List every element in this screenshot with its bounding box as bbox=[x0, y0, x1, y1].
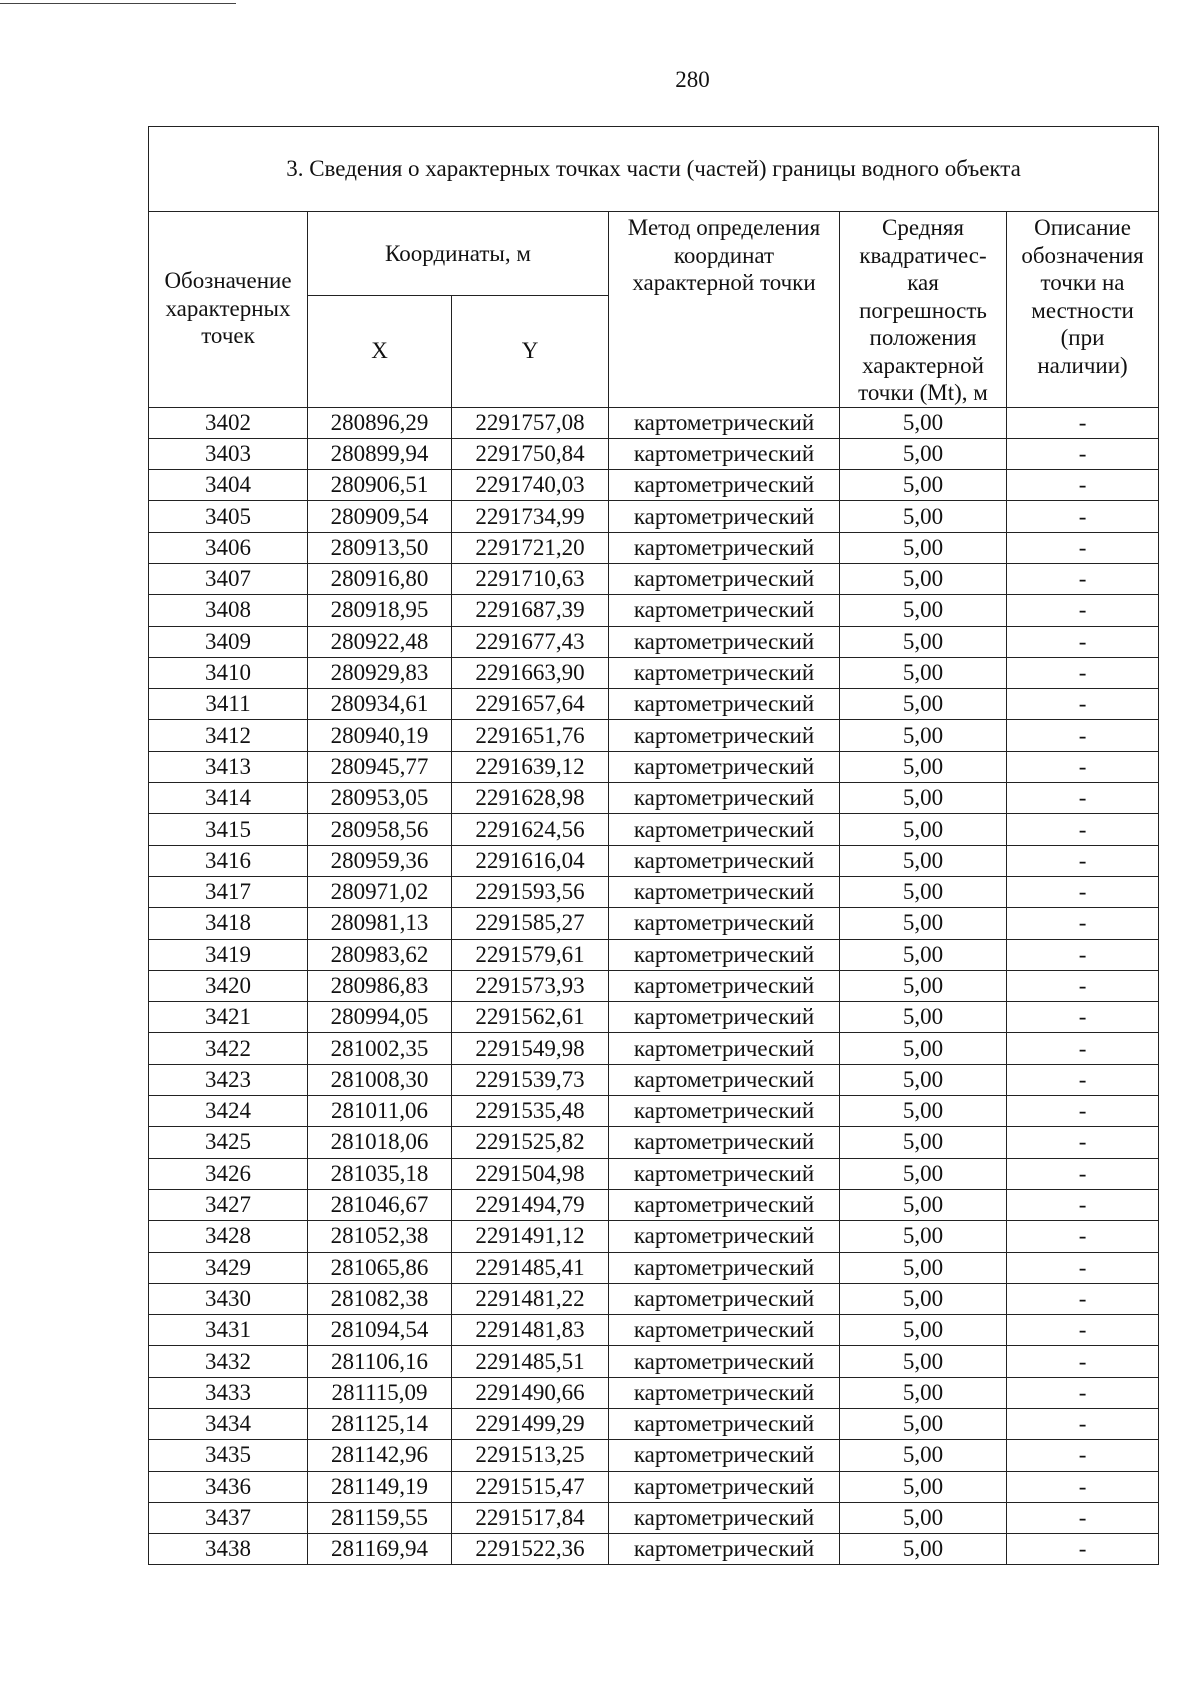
cell-point-id: 3432 bbox=[149, 1346, 308, 1377]
cell-method: картометрический bbox=[609, 845, 840, 876]
cell-method: картометрический bbox=[609, 1002, 840, 1033]
table-row bbox=[149, 1409, 1159, 1440]
cell-y: 2291710,63 bbox=[452, 563, 609, 594]
cell-mt: 5,00 bbox=[840, 657, 1007, 688]
cell-mt: 5,00 bbox=[840, 1502, 1007, 1533]
table-row bbox=[149, 845, 1159, 876]
cell-x: 280906,51 bbox=[308, 470, 452, 501]
cell-description: - bbox=[1007, 407, 1159, 438]
cell-point-id: 3408 bbox=[149, 595, 308, 626]
cell-mt: 5,00 bbox=[840, 689, 1007, 720]
cell-y: 2291525,82 bbox=[452, 1127, 609, 1158]
cell-method: картометрический bbox=[609, 1471, 840, 1502]
cell-point-id: 3409 bbox=[149, 626, 308, 657]
table-row bbox=[149, 908, 1159, 939]
cell-description: - bbox=[1007, 876, 1159, 907]
cell-y: 2291494,79 bbox=[452, 1189, 609, 1220]
boundary-points-table bbox=[148, 126, 1159, 1565]
cell-mt: 5,00 bbox=[840, 970, 1007, 1001]
header-accuracy: Средняя квадратичес- кая погрешность положения характерной точки (Mt), м bbox=[840, 212, 1007, 408]
cell-point-id: 3421 bbox=[149, 1002, 308, 1033]
cell-mt: 5,00 bbox=[840, 1440, 1007, 1471]
cell-mt: 5,00 bbox=[840, 438, 1007, 469]
cell-point-id: 3404 bbox=[149, 470, 308, 501]
cell-x: 280934,61 bbox=[308, 689, 452, 720]
cell-mt: 5,00 bbox=[840, 1283, 1007, 1314]
cell-y: 2291491,12 bbox=[452, 1221, 609, 1252]
cell-method: картометрический bbox=[609, 1377, 840, 1408]
cell-y: 2291499,29 bbox=[452, 1409, 609, 1440]
table-row bbox=[149, 626, 1159, 657]
cell-description: - bbox=[1007, 532, 1159, 563]
cell-method: картометрический bbox=[609, 1502, 840, 1533]
cell-description: - bbox=[1007, 1033, 1159, 1064]
cell-description: - bbox=[1007, 1096, 1159, 1127]
cell-description: - bbox=[1007, 908, 1159, 939]
cell-method: картометрический bbox=[609, 876, 840, 907]
cell-mt: 5,00 bbox=[840, 1002, 1007, 1033]
cell-x: 280971,02 bbox=[308, 876, 452, 907]
cell-method: картометрический bbox=[609, 532, 840, 563]
cell-x: 280929,83 bbox=[308, 657, 452, 688]
cell-point-id: 3403 bbox=[149, 438, 308, 469]
cell-point-id: 3418 bbox=[149, 908, 308, 939]
cell-mt: 5,00 bbox=[840, 1064, 1007, 1095]
cell-method: картометрический bbox=[609, 1315, 840, 1346]
header-method: Метод определения координат характерной точки bbox=[609, 212, 840, 408]
cell-point-id: 3416 bbox=[149, 845, 308, 876]
cell-y: 2291517,84 bbox=[452, 1502, 609, 1533]
cell-point-id: 3437 bbox=[149, 1502, 308, 1533]
cell-x: 281159,55 bbox=[308, 1502, 452, 1533]
table-row bbox=[149, 501, 1159, 532]
table-row bbox=[149, 1440, 1159, 1471]
cell-y: 2291687,39 bbox=[452, 595, 609, 626]
cell-y: 2291757,08 bbox=[452, 407, 609, 438]
table-row bbox=[149, 657, 1159, 688]
cell-x: 281169,94 bbox=[308, 1534, 452, 1565]
cell-mt: 5,00 bbox=[840, 751, 1007, 782]
cell-y: 2291585,27 bbox=[452, 908, 609, 939]
table-title: 3. Сведения о характерных точках части (частей) границы водного объекта bbox=[149, 127, 1159, 212]
table-row bbox=[149, 814, 1159, 845]
cell-method: картометрический bbox=[609, 689, 840, 720]
cell-y: 2291504,98 bbox=[452, 1158, 609, 1189]
cell-mt: 5,00 bbox=[840, 1471, 1007, 1502]
cell-y: 2291535,48 bbox=[452, 1096, 609, 1127]
cell-x: 281125,14 bbox=[308, 1409, 452, 1440]
cell-mt: 5,00 bbox=[840, 1221, 1007, 1252]
cell-description: - bbox=[1007, 1440, 1159, 1471]
table-row bbox=[149, 470, 1159, 501]
cell-mt: 5,00 bbox=[840, 1377, 1007, 1408]
cell-x: 280913,50 bbox=[308, 532, 452, 563]
cell-mt: 5,00 bbox=[840, 939, 1007, 970]
cell-mt: 5,00 bbox=[840, 1409, 1007, 1440]
cell-method: картометрический bbox=[609, 1221, 840, 1252]
table-row bbox=[149, 689, 1159, 720]
cell-description: - bbox=[1007, 501, 1159, 532]
cell-description: - bbox=[1007, 1534, 1159, 1565]
cell-description: - bbox=[1007, 1502, 1159, 1533]
table-row bbox=[149, 1096, 1159, 1127]
cell-point-id: 3424 bbox=[149, 1096, 308, 1127]
cell-method: картометрический bbox=[609, 1409, 840, 1440]
cell-description: - bbox=[1007, 626, 1159, 657]
cell-y: 2291481,22 bbox=[452, 1283, 609, 1314]
cell-point-id: 3413 bbox=[149, 751, 308, 782]
cell-method: картометрический bbox=[609, 908, 840, 939]
top-rule bbox=[0, 3, 236, 4]
cell-description: - bbox=[1007, 1064, 1159, 1095]
cell-mt: 5,00 bbox=[840, 1033, 1007, 1064]
cell-point-id: 3419 bbox=[149, 939, 308, 970]
table-row bbox=[149, 1346, 1159, 1377]
cell-point-id: 3417 bbox=[149, 876, 308, 907]
cell-method: картометрический bbox=[609, 407, 840, 438]
cell-point-id: 3423 bbox=[149, 1064, 308, 1095]
cell-description: - bbox=[1007, 1377, 1159, 1408]
cell-y: 2291573,93 bbox=[452, 970, 609, 1001]
table-row bbox=[149, 1377, 1159, 1408]
cell-x: 281065,86 bbox=[308, 1252, 452, 1283]
cell-point-id: 3425 bbox=[149, 1127, 308, 1158]
cell-mt: 5,00 bbox=[840, 595, 1007, 626]
cell-point-id: 3411 bbox=[149, 689, 308, 720]
cell-point-id: 3430 bbox=[149, 1283, 308, 1314]
cell-y: 2291639,12 bbox=[452, 751, 609, 782]
cell-method: картометрический bbox=[609, 501, 840, 532]
cell-description: - bbox=[1007, 814, 1159, 845]
header-coordinates: Координаты, м bbox=[308, 212, 609, 296]
cell-x: 281115,09 bbox=[308, 1377, 452, 1408]
cell-y: 2291593,56 bbox=[452, 876, 609, 907]
cell-x: 281018,06 bbox=[308, 1127, 452, 1158]
cell-y: 2291539,73 bbox=[452, 1064, 609, 1095]
cell-point-id: 3402 bbox=[149, 407, 308, 438]
cell-description: - bbox=[1007, 783, 1159, 814]
cell-method: картометрический bbox=[609, 1534, 840, 1565]
table-row bbox=[149, 1127, 1159, 1158]
cell-point-id: 3410 bbox=[149, 657, 308, 688]
cell-y: 2291562,61 bbox=[452, 1002, 609, 1033]
cell-point-id: 3436 bbox=[149, 1471, 308, 1502]
cell-mt: 5,00 bbox=[840, 908, 1007, 939]
cell-mt: 5,00 bbox=[840, 1096, 1007, 1127]
cell-description: - bbox=[1007, 1221, 1159, 1252]
cell-x: 280909,54 bbox=[308, 501, 452, 532]
cell-point-id: 3438 bbox=[149, 1534, 308, 1565]
cell-method: картометрический bbox=[609, 1064, 840, 1095]
cell-point-id: 3431 bbox=[149, 1315, 308, 1346]
cell-description: - bbox=[1007, 1409, 1159, 1440]
cell-x: 280986,83 bbox=[308, 970, 452, 1001]
cell-mt: 5,00 bbox=[840, 407, 1007, 438]
cell-method: картометрический bbox=[609, 720, 840, 751]
table-row bbox=[149, 751, 1159, 782]
cell-x: 280981,13 bbox=[308, 908, 452, 939]
cell-x: 281142,96 bbox=[308, 1440, 452, 1471]
cell-method: картометрический bbox=[609, 563, 840, 594]
cell-y: 2291513,25 bbox=[452, 1440, 609, 1471]
table-row bbox=[149, 1221, 1159, 1252]
cell-x: 281002,35 bbox=[308, 1033, 452, 1064]
cell-y: 2291657,64 bbox=[452, 689, 609, 720]
cell-mt: 5,00 bbox=[840, 814, 1007, 845]
cell-mt: 5,00 bbox=[840, 563, 1007, 594]
cell-method: картометрический bbox=[609, 438, 840, 469]
table-row bbox=[149, 939, 1159, 970]
cell-method: картометрический bbox=[609, 783, 840, 814]
cell-mt: 5,00 bbox=[840, 1252, 1007, 1283]
cell-x: 280994,05 bbox=[308, 1002, 452, 1033]
cell-mt: 5,00 bbox=[840, 470, 1007, 501]
table-row bbox=[149, 532, 1159, 563]
table-row bbox=[149, 783, 1159, 814]
cell-x: 281046,67 bbox=[308, 1189, 452, 1220]
cell-method: картометрический bbox=[609, 751, 840, 782]
cell-description: - bbox=[1007, 1346, 1159, 1377]
cell-point-id: 3414 bbox=[149, 783, 308, 814]
header-description: Описание обозначения точки на местности (при наличии) bbox=[1007, 212, 1159, 408]
cell-description: - bbox=[1007, 1471, 1159, 1502]
cell-point-id: 3420 bbox=[149, 970, 308, 1001]
table-row bbox=[149, 595, 1159, 626]
table-row bbox=[149, 1002, 1159, 1033]
table-row bbox=[149, 438, 1159, 469]
cell-x: 281094,54 bbox=[308, 1315, 452, 1346]
cell-method: картометрический bbox=[609, 814, 840, 845]
table-body bbox=[149, 407, 1159, 1565]
table-row bbox=[149, 563, 1159, 594]
table-row bbox=[149, 1471, 1159, 1502]
cell-description: - bbox=[1007, 1315, 1159, 1346]
cell-x: 281008,30 bbox=[308, 1064, 452, 1095]
cell-mt: 5,00 bbox=[840, 720, 1007, 751]
cell-description: - bbox=[1007, 563, 1159, 594]
cell-description: - bbox=[1007, 1189, 1159, 1220]
cell-x: 280896,29 bbox=[308, 407, 452, 438]
header-point-name: Обозначение характерных точек bbox=[149, 212, 308, 408]
table-row bbox=[149, 407, 1159, 438]
cell-method: картометрический bbox=[609, 1033, 840, 1064]
cell-point-id: 3433 bbox=[149, 1377, 308, 1408]
table-row bbox=[149, 1189, 1159, 1220]
cell-x: 280918,95 bbox=[308, 595, 452, 626]
page-number: 280 bbox=[675, 67, 710, 92]
cell-y: 2291721,20 bbox=[452, 532, 609, 563]
cell-x: 280922,48 bbox=[308, 626, 452, 657]
cell-mt: 5,00 bbox=[840, 532, 1007, 563]
cell-method: картометрический bbox=[609, 1252, 840, 1283]
cell-description: - bbox=[1007, 1283, 1159, 1314]
cell-description: - bbox=[1007, 970, 1159, 1001]
cell-mt: 5,00 bbox=[840, 845, 1007, 876]
table-row bbox=[149, 1315, 1159, 1346]
cell-mt: 5,00 bbox=[840, 1346, 1007, 1377]
cell-y: 2291628,98 bbox=[452, 783, 609, 814]
cell-mt: 5,00 bbox=[840, 783, 1007, 814]
cell-description: - bbox=[1007, 689, 1159, 720]
cell-description: - bbox=[1007, 1252, 1159, 1283]
cell-method: картометрический bbox=[609, 626, 840, 657]
cell-description: - bbox=[1007, 1002, 1159, 1033]
cell-y: 2291481,83 bbox=[452, 1315, 609, 1346]
cell-description: - bbox=[1007, 1158, 1159, 1189]
cell-mt: 5,00 bbox=[840, 1315, 1007, 1346]
cell-method: картометрический bbox=[609, 595, 840, 626]
header-y: Y bbox=[452, 296, 609, 407]
cell-point-id: 3412 bbox=[149, 720, 308, 751]
cell-method: картометрический bbox=[609, 1127, 840, 1158]
cell-x: 280983,62 bbox=[308, 939, 452, 970]
table-row bbox=[149, 1502, 1159, 1533]
table-row bbox=[149, 1252, 1159, 1283]
cell-description: - bbox=[1007, 595, 1159, 626]
table-row bbox=[149, 970, 1159, 1001]
table-row bbox=[149, 1534, 1159, 1565]
cell-mt: 5,00 bbox=[840, 501, 1007, 532]
cell-y: 2291616,04 bbox=[452, 845, 609, 876]
cell-y: 2291549,98 bbox=[452, 1033, 609, 1064]
cell-point-id: 3405 bbox=[149, 501, 308, 532]
cell-y: 2291624,56 bbox=[452, 814, 609, 845]
table-row bbox=[149, 1283, 1159, 1314]
cell-description: - bbox=[1007, 1127, 1159, 1158]
table-row bbox=[149, 1033, 1159, 1064]
cell-y: 2291485,41 bbox=[452, 1252, 609, 1283]
cell-description: - bbox=[1007, 720, 1159, 751]
cell-x: 280945,77 bbox=[308, 751, 452, 782]
cell-method: картометрический bbox=[609, 1189, 840, 1220]
cell-x: 280899,94 bbox=[308, 438, 452, 469]
cell-point-id: 3428 bbox=[149, 1221, 308, 1252]
cell-mt: 5,00 bbox=[840, 1127, 1007, 1158]
cell-point-id: 3407 bbox=[149, 563, 308, 594]
cell-mt: 5,00 bbox=[840, 1189, 1007, 1220]
cell-method: картометрический bbox=[609, 657, 840, 688]
cell-point-id: 3429 bbox=[149, 1252, 308, 1283]
cell-x: 281106,16 bbox=[308, 1346, 452, 1377]
cell-mt: 5,00 bbox=[840, 1534, 1007, 1565]
cell-x: 280959,36 bbox=[308, 845, 452, 876]
cell-x: 280958,56 bbox=[308, 814, 452, 845]
table-row bbox=[149, 720, 1159, 751]
table-row bbox=[149, 1158, 1159, 1189]
cell-y: 2291677,43 bbox=[452, 626, 609, 657]
cell-description: - bbox=[1007, 845, 1159, 876]
cell-x: 281052,38 bbox=[308, 1221, 452, 1252]
cell-method: картометрический bbox=[609, 970, 840, 1001]
cell-method: картометрический bbox=[609, 470, 840, 501]
cell-method: картометрический bbox=[609, 1158, 840, 1189]
cell-method: картометрический bbox=[609, 939, 840, 970]
cell-y: 2291663,90 bbox=[452, 657, 609, 688]
cell-point-id: 3426 bbox=[149, 1158, 308, 1189]
cell-x: 280940,19 bbox=[308, 720, 452, 751]
cell-point-id: 3434 bbox=[149, 1409, 308, 1440]
cell-point-id: 3435 bbox=[149, 1440, 308, 1471]
cell-point-id: 3422 bbox=[149, 1033, 308, 1064]
cell-x: 281011,06 bbox=[308, 1096, 452, 1127]
cell-description: - bbox=[1007, 751, 1159, 782]
cell-point-id: 3406 bbox=[149, 532, 308, 563]
cell-description: - bbox=[1007, 939, 1159, 970]
table-row bbox=[149, 1064, 1159, 1095]
cell-mt: 5,00 bbox=[840, 876, 1007, 907]
cell-y: 2291651,76 bbox=[452, 720, 609, 751]
cell-mt: 5,00 bbox=[840, 1158, 1007, 1189]
cell-y: 2291490,66 bbox=[452, 1377, 609, 1408]
cell-x: 280916,80 bbox=[308, 563, 452, 594]
cell-mt: 5,00 bbox=[840, 626, 1007, 657]
cell-point-id: 3427 bbox=[149, 1189, 308, 1220]
cell-x: 280953,05 bbox=[308, 783, 452, 814]
cell-method: картометрический bbox=[609, 1440, 840, 1471]
cell-y: 2291485,51 bbox=[452, 1346, 609, 1377]
cell-method: картометрический bbox=[609, 1096, 840, 1127]
cell-x: 281035,18 bbox=[308, 1158, 452, 1189]
cell-y: 2291750,84 bbox=[452, 438, 609, 469]
table-row bbox=[149, 876, 1159, 907]
cell-x: 281149,19 bbox=[308, 1471, 452, 1502]
cell-y: 2291522,36 bbox=[452, 1534, 609, 1565]
cell-description: - bbox=[1007, 470, 1159, 501]
cell-y: 2291740,03 bbox=[452, 470, 609, 501]
header-x: X bbox=[308, 296, 452, 407]
cell-point-id: 3415 bbox=[149, 814, 308, 845]
cell-x: 281082,38 bbox=[308, 1283, 452, 1314]
cell-y: 2291734,99 bbox=[452, 501, 609, 532]
cell-y: 2291579,61 bbox=[452, 939, 609, 970]
cell-description: - bbox=[1007, 438, 1159, 469]
cell-method: картометрический bbox=[609, 1283, 840, 1314]
cell-method: картометрический bbox=[609, 1346, 840, 1377]
cell-y: 2291515,47 bbox=[452, 1471, 609, 1502]
cell-description: - bbox=[1007, 657, 1159, 688]
